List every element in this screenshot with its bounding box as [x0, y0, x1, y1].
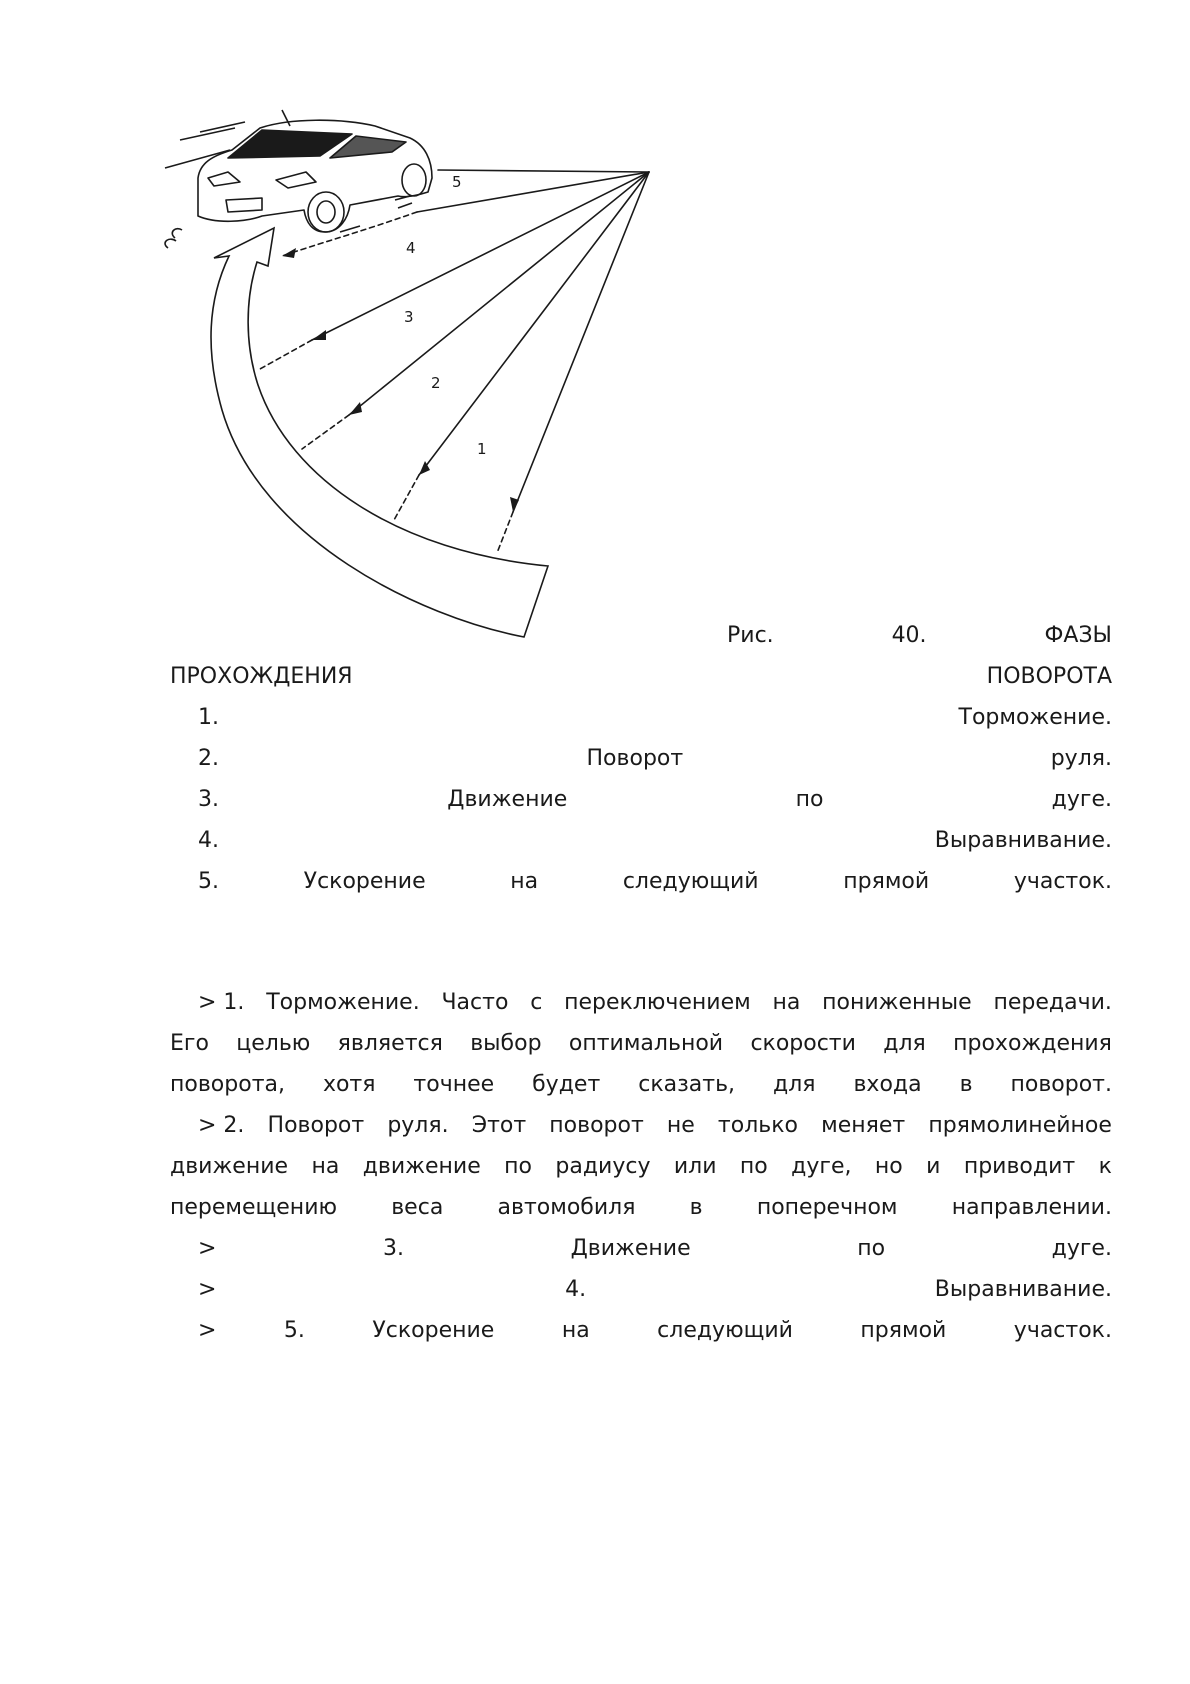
- body-word: дуге,: [791, 1154, 852, 1179]
- body-word: в: [959, 1072, 973, 1097]
- body-word: пониженные: [822, 990, 972, 1015]
- phase-ray-1: [394, 172, 649, 520]
- body-word: на: [311, 1154, 340, 1179]
- body-word: Торможение.: [266, 990, 420, 1015]
- body-line-4: [198, 1104, 1112, 1148]
- body-word: не: [666, 1113, 695, 1138]
- body-word: Поворот: [267, 1113, 365, 1138]
- body-word: скорости: [750, 1031, 856, 1056]
- body-word: радиусу: [555, 1154, 651, 1179]
- body-word: 5.: [283, 1318, 305, 1343]
- body-word: движение: [362, 1154, 481, 1179]
- body-word: прямой: [860, 1318, 947, 1343]
- phase-word: 2.: [198, 746, 219, 771]
- body-word: дуге.: [1051, 1236, 1112, 1261]
- body-word: следующий: [657, 1318, 793, 1343]
- body-word: хотя: [322, 1072, 376, 1097]
- ray-label-5: 5: [452, 173, 462, 191]
- body-word: Этот: [471, 1113, 527, 1138]
- body-word: приводит: [963, 1154, 1076, 1179]
- body-word: точнее: [413, 1072, 495, 1097]
- body-line-1: [198, 981, 1112, 1025]
- body-word: переключением: [564, 990, 751, 1015]
- phase-word: Ускорение: [303, 869, 426, 894]
- body-word: 3.: [383, 1236, 405, 1261]
- body-line-6: [170, 1186, 1112, 1230]
- body-line-5: [170, 1145, 1112, 1189]
- body-word: Выравнивание.: [934, 1277, 1112, 1302]
- body-word: или: [673, 1154, 717, 1179]
- phase-word: на: [510, 869, 539, 894]
- body-word: но: [874, 1154, 903, 1179]
- body-word: поперечном: [756, 1195, 898, 1220]
- phase-item-2: [198, 737, 1112, 781]
- figure-caption-line-2: [170, 655, 1112, 699]
- car-illustration: [165, 110, 432, 248]
- phase-word: руля.: [1050, 746, 1112, 771]
- caption-word: Рис.: [727, 623, 774, 648]
- body-word: в: [689, 1195, 703, 1220]
- body-word: > 2.: [198, 1113, 245, 1138]
- body-word: поворота,: [170, 1072, 285, 1097]
- phase-word: 5.: [198, 869, 219, 894]
- body-word: будет: [532, 1072, 601, 1097]
- body-word: по: [857, 1236, 886, 1261]
- body-word: оптимальной: [568, 1031, 724, 1056]
- body-word: руля.: [387, 1113, 449, 1138]
- body-word: и: [926, 1154, 941, 1179]
- phase-word: следующий: [622, 869, 759, 894]
- ray-label-4: 4: [406, 239, 416, 257]
- phase-item-4: [198, 819, 1112, 863]
- body-word: меняет: [821, 1113, 906, 1138]
- body-word: на: [772, 990, 801, 1015]
- body-word: 4.: [565, 1277, 587, 1302]
- phase-word: 3.: [198, 787, 219, 812]
- body-word: движение: [170, 1154, 289, 1179]
- body-word: к: [1098, 1154, 1112, 1179]
- body-word: поворот: [549, 1113, 644, 1138]
- body-word: передачи.: [993, 990, 1112, 1015]
- phase-word: 4.: [198, 828, 219, 853]
- ray-arrowheads: [282, 248, 519, 512]
- phase-ray-5: [438, 170, 649, 172]
- body-word: является: [337, 1031, 443, 1056]
- phase-word: участок.: [1013, 869, 1112, 894]
- body-word: > 1.: [198, 990, 245, 1015]
- body-line-7: [198, 1227, 1112, 1271]
- body-word: выбор: [470, 1031, 542, 1056]
- body-word: входа: [853, 1072, 922, 1097]
- figure-caption-line-1: [727, 614, 1112, 658]
- ray-label-3: 3: [404, 308, 414, 326]
- phase-word: прямой: [843, 869, 930, 894]
- body-line-3: [170, 1063, 1112, 1107]
- phase-word: 1.: [198, 705, 219, 730]
- body-word: >: [198, 1236, 217, 1261]
- body-word: участок.: [1013, 1318, 1112, 1343]
- body-word: по: [739, 1154, 768, 1179]
- phase-item-1: [198, 696, 1112, 740]
- phase-word: по: [795, 787, 824, 812]
- body-word: поворот.: [1010, 1072, 1112, 1097]
- body-word: на: [561, 1318, 590, 1343]
- body-word: >: [198, 1318, 217, 1343]
- body-word: Его: [170, 1031, 209, 1056]
- body-line-2: [170, 1022, 1112, 1066]
- caption-word: ПОВОРОТА: [986, 664, 1112, 689]
- phase-word: Поворот: [586, 746, 684, 771]
- cornering-phases-figure: [160, 100, 660, 645]
- body-word: для: [773, 1072, 816, 1097]
- body-word: по: [504, 1154, 532, 1179]
- phase-word: Торможение.: [958, 705, 1112, 730]
- phase-word: Выравнивание.: [934, 828, 1112, 853]
- body-word: >: [198, 1277, 217, 1302]
- body-line-9: [198, 1309, 1112, 1353]
- body-word: автомобиля: [497, 1195, 636, 1220]
- body-word: прямолинейное: [928, 1113, 1112, 1138]
- body-word: с: [530, 990, 543, 1015]
- caption-word: ФАЗЫ: [1044, 623, 1112, 648]
- body-word: веса: [391, 1195, 444, 1220]
- body-word: направлении.: [951, 1195, 1112, 1220]
- body-word: только: [717, 1113, 798, 1138]
- phase-ray-0: [497, 172, 649, 553]
- caption-word: 40.: [891, 623, 927, 648]
- phase-word: Движение: [447, 787, 568, 812]
- body-word: для: [883, 1031, 926, 1056]
- phase-item-3: [198, 778, 1112, 822]
- ray-label-2: 2: [431, 374, 441, 392]
- body-word: Часто: [441, 990, 509, 1015]
- ray-label-1: 1: [477, 440, 487, 458]
- body-word: сказать,: [638, 1072, 736, 1097]
- body-word: Ускорение: [372, 1318, 495, 1343]
- body-word: Движение: [570, 1236, 691, 1261]
- body-word: целью: [236, 1031, 311, 1056]
- phase-word: дуге.: [1051, 787, 1112, 812]
- phase-ray-2: [302, 172, 649, 449]
- body-word: прохождения: [953, 1031, 1112, 1056]
- body-line-8: [198, 1268, 1112, 1312]
- curved-path-arrow: [211, 228, 548, 637]
- body-word: перемещению: [170, 1195, 338, 1220]
- phase-item-5: [198, 860, 1112, 904]
- caption-word: ПРОХОЖДЕНИЯ: [170, 664, 353, 689]
